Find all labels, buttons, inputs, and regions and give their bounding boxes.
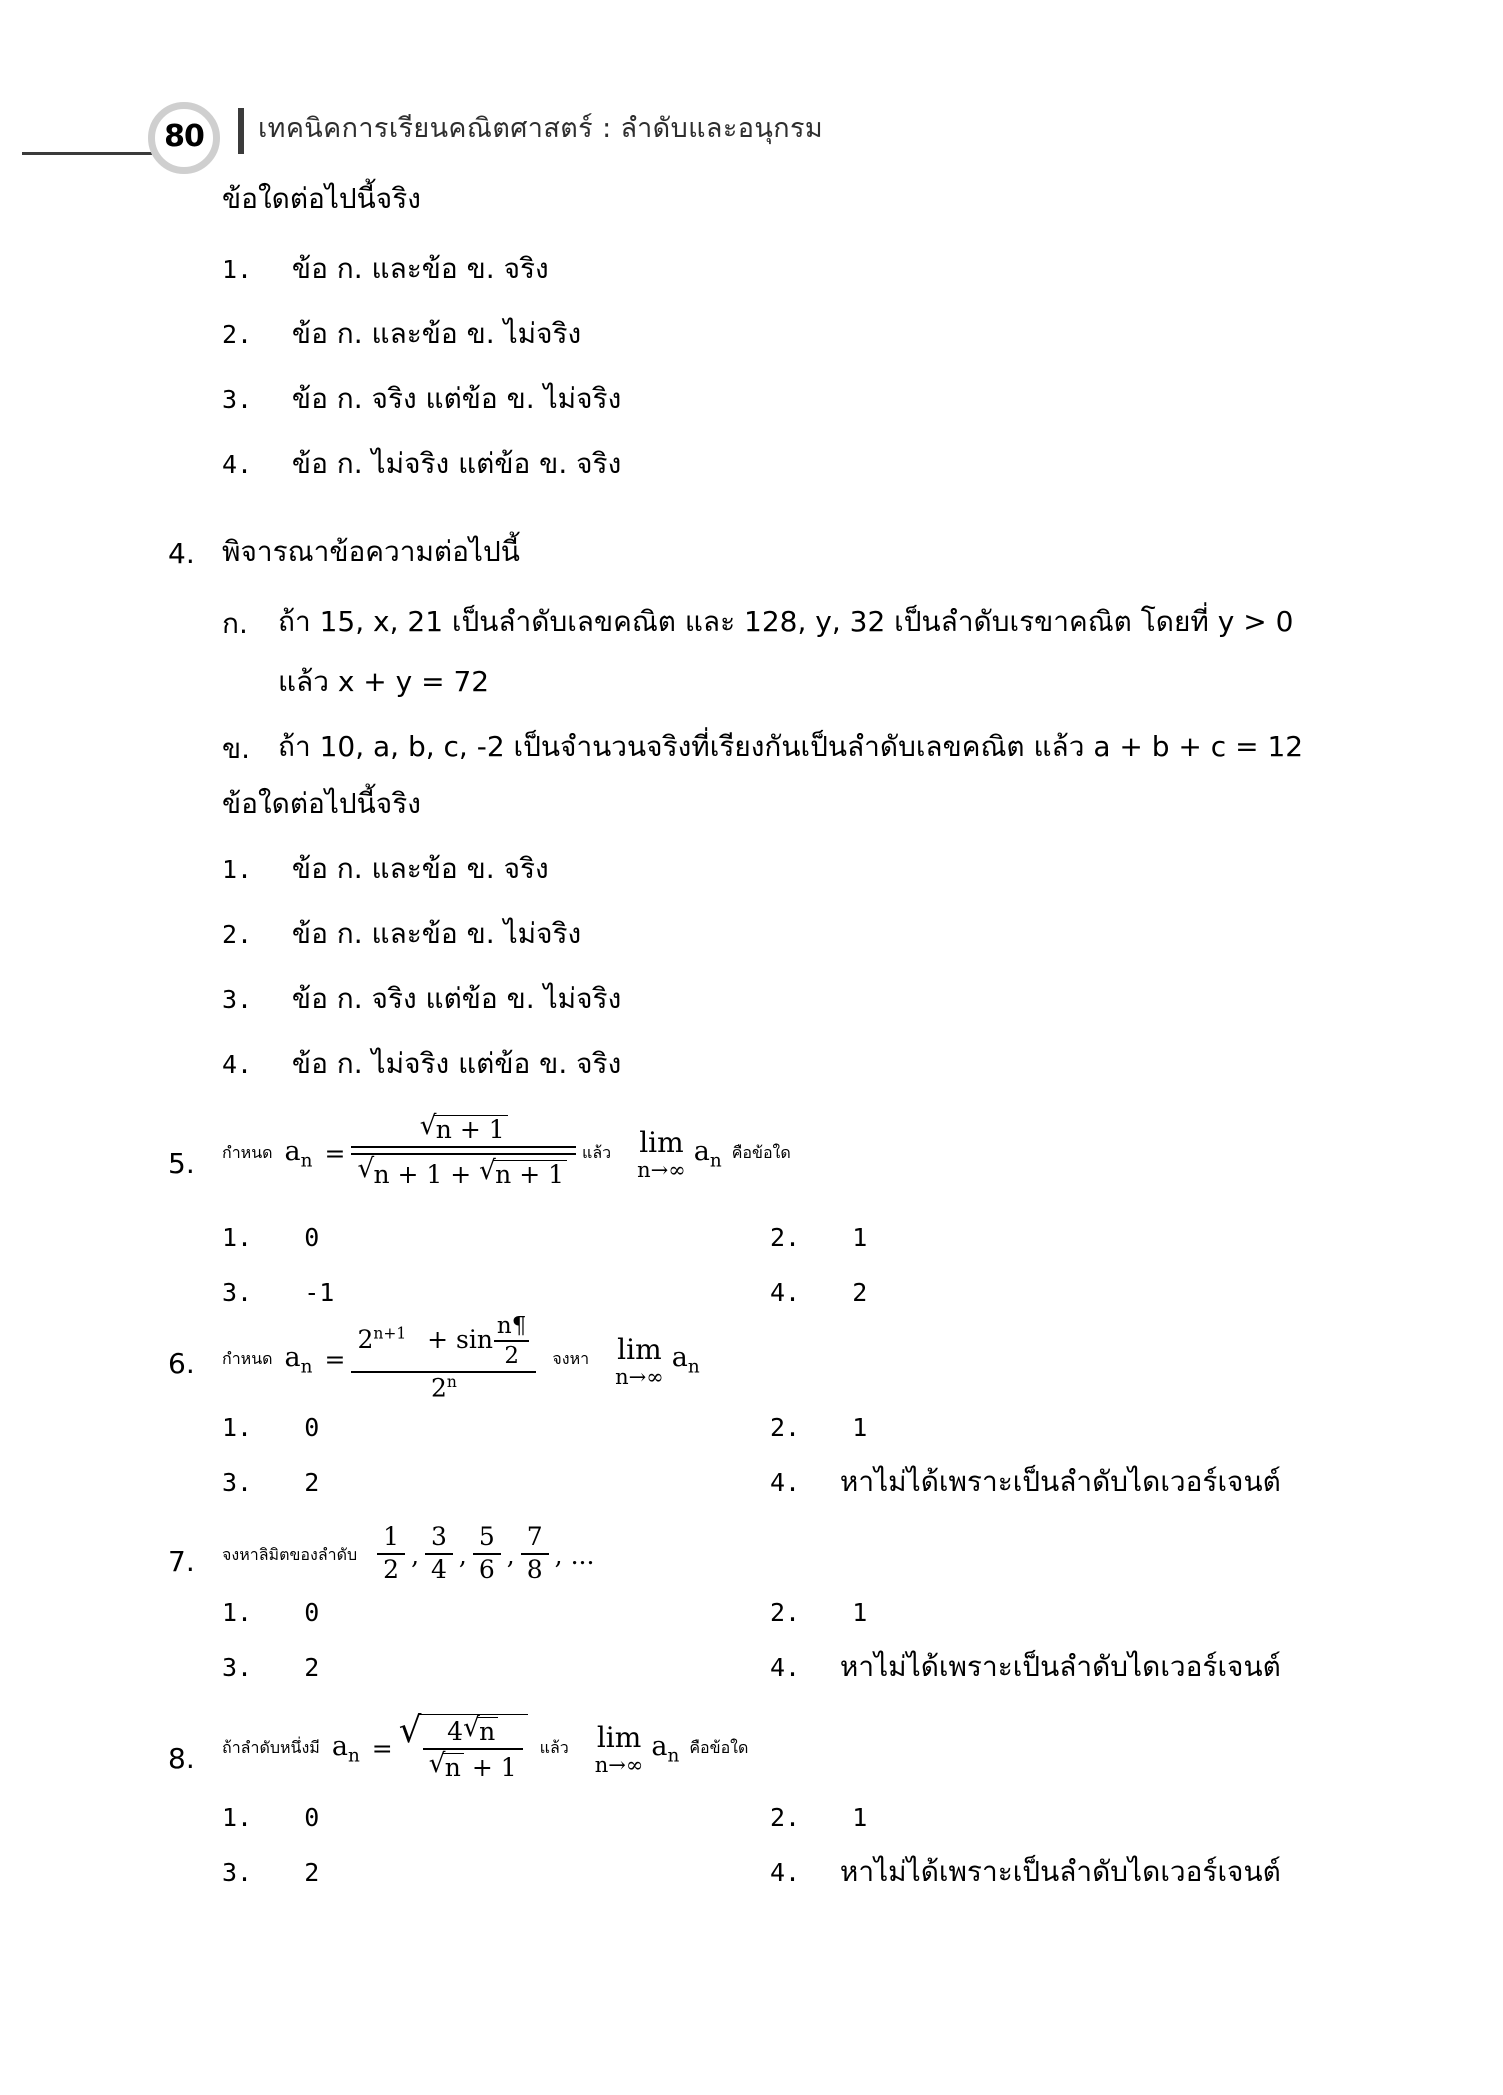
q7-option-4-number: 4. xyxy=(770,1653,801,1682)
q6-mid: จงหา xyxy=(552,1349,590,1369)
q7-option-3 xyxy=(222,1655,319,1680)
q5-sequence-symbol xyxy=(285,1136,313,1171)
q3-option-4-number: 4. xyxy=(222,450,253,479)
q8-num-coefficient: 4 xyxy=(447,1717,464,1746)
q4-item-a-line1: ถ้า 15, x, 21 เป็นลำดับเลขคณิต และ 128, y, 32 เป็นลำดับเรขาคณิต โดยที่ y > 0 xyxy=(278,605,1294,638)
q6-inner-numerator: n¶ xyxy=(496,1313,527,1339)
q7-comma-2: , xyxy=(458,1541,467,1571)
q8-statement xyxy=(222,1712,748,1785)
q5-limit xyxy=(637,1126,686,1183)
q6-option-1-text: 0 xyxy=(304,1413,320,1442)
q8-limit-term: $a_n$ xyxy=(651,1730,680,1766)
q3-option-3-number: 3. xyxy=(222,385,253,414)
q7-statement xyxy=(222,1522,595,1587)
q4-sub-prompt: ข้อใดต่อไปนี้จริง xyxy=(222,787,421,820)
q3-option-2-number: 2. xyxy=(222,320,253,349)
q7-term-3-denominator: 6 xyxy=(478,1554,495,1584)
q3-option-4 xyxy=(222,447,622,480)
q8-limit-subscript: n→∞ xyxy=(594,1753,644,1778)
q4-option-4-text: ข้อ ก. ไม่จริง แต่ข้อ ข. จริง xyxy=(291,1047,622,1080)
q5-option-4-text: 2 xyxy=(852,1278,868,1307)
q8-option-3 xyxy=(222,1860,319,1885)
q8-num-radicand: n xyxy=(477,1717,498,1747)
q8-fraction-numerator xyxy=(441,1715,504,1747)
q8-equals: = xyxy=(371,1733,393,1763)
header-rule-left xyxy=(22,152,152,155)
q4-option-3-text: ข้อ ก. จริง แต่ข้อ ข. ไม่จริง xyxy=(291,982,622,1015)
q5-den-left: n + 1 + xyxy=(373,1159,472,1189)
q5-fraction-numerator xyxy=(414,1113,514,1145)
q6-den-base: 2 xyxy=(430,1373,447,1403)
q7-option-4 xyxy=(770,1650,1281,1683)
q7-option-3-number: 3. xyxy=(222,1653,253,1682)
q7-option-2-number: 2. xyxy=(770,1598,801,1627)
q8-tail: คือข้อใด xyxy=(689,1737,749,1757)
q8-option-1-text: 0 xyxy=(304,1803,320,1832)
q6-option-3-text: 2 xyxy=(304,1468,320,1497)
q5-option-3-text: -1 xyxy=(304,1278,335,1307)
q5-option-3 xyxy=(222,1280,334,1305)
q4-option-3 xyxy=(222,982,622,1015)
q7-ellipsis: ... xyxy=(570,1541,595,1571)
q7-term-3 xyxy=(473,1523,501,1585)
q5-equals: = xyxy=(324,1138,346,1168)
q7-option-1 xyxy=(222,1600,319,1625)
q7-term-1-denominator: 2 xyxy=(383,1554,400,1584)
q8-option-4 xyxy=(770,1855,1281,1888)
q6-fraction xyxy=(351,1313,536,1403)
q6-option-3-number: 3. xyxy=(222,1468,253,1497)
q5-a-index: n xyxy=(300,1149,313,1171)
q7-term-4 xyxy=(521,1523,549,1585)
q6-lead: กำหนด xyxy=(222,1349,273,1369)
q6-limit-label: lim xyxy=(617,1332,662,1366)
q5-num-radicand: n + 1 xyxy=(434,1115,508,1145)
q5-option-2 xyxy=(770,1225,867,1250)
q7-lead: จงหาลิมิตของลำดับ xyxy=(222,1545,358,1565)
q6-fraction-numerator xyxy=(351,1313,536,1370)
q5-option-1 xyxy=(222,1225,319,1250)
q7-comma-4: , xyxy=(554,1541,563,1571)
q7-term-1-numerator: 1 xyxy=(383,1522,400,1551)
q5-option-4-number: 4. xyxy=(770,1278,801,1307)
q8-den-tail: + 1 xyxy=(471,1752,517,1782)
q5-limit-label: lim xyxy=(639,1126,684,1160)
q3-option-2 xyxy=(222,317,582,350)
q8-option-2-text: 1 xyxy=(852,1803,868,1832)
q3-option-1-number: 1. xyxy=(222,255,253,284)
q5-fraction-denominator xyxy=(351,1156,576,1190)
q6-statement xyxy=(222,1315,700,1405)
q6-num-exp: n+1 xyxy=(373,1324,407,1343)
q5-option-2-text: 1 xyxy=(852,1223,868,1252)
q6-limit xyxy=(615,1332,664,1390)
q5-statement xyxy=(222,1115,791,1192)
q7-number: 7. xyxy=(168,1545,195,1578)
q6-option-1-number: 1. xyxy=(222,1413,253,1442)
q7-term-4-denominator: 8 xyxy=(526,1554,543,1584)
q5-option-1-number: 1. xyxy=(222,1223,253,1252)
q5-fraction-bar xyxy=(351,1146,576,1155)
q4-option-1-text: ข้อ ก. และข้อ ข. จริง xyxy=(291,852,549,885)
q7-option-2-text: 1 xyxy=(852,1598,868,1627)
q8-option-3-text: 2 xyxy=(304,1858,320,1887)
q5-option-2-number: 2. xyxy=(770,1223,801,1252)
q8-option-1-number: 1. xyxy=(222,1803,253,1832)
q5-option-4 xyxy=(770,1280,867,1305)
q7-comma-1: , xyxy=(411,1541,420,1571)
q6-number: 6. xyxy=(168,1347,195,1380)
q6-fraction-denominator xyxy=(425,1374,463,1403)
q8-fraction-denominator xyxy=(423,1751,523,1783)
q6-option-2-text: 1 xyxy=(852,1413,868,1442)
q6-option-2-number: 2. xyxy=(770,1413,801,1442)
q4-item-a-line2: แล้ว x + y = 72 xyxy=(278,665,490,698)
q8-fraction xyxy=(423,1715,523,1783)
q4-option-4 xyxy=(222,1047,622,1080)
q7-term-2 xyxy=(425,1523,453,1585)
q4-item-b-label: ข. xyxy=(222,732,251,765)
q4-option-2-text: ข้อ ก. และข้อ ข. ไม่จริง xyxy=(291,917,582,950)
q4-option-2 xyxy=(222,917,582,950)
q6-option-1 xyxy=(222,1415,319,1440)
q6-sequence-symbol: $a_n$ xyxy=(284,1342,313,1378)
q7-term-1 xyxy=(377,1523,405,1585)
q8-den-radicand: n xyxy=(443,1753,464,1783)
q4-prompt: พิจารณาข้อความต่อไปนี้ xyxy=(222,535,520,568)
q3-tail-prompt: ข้อใดต่อไปนี้จริง xyxy=(222,182,421,215)
q6-limit-term: $a_n$ xyxy=(671,1342,700,1378)
q5-number: 5. xyxy=(168,1147,195,1180)
page-number-badge xyxy=(148,102,220,174)
q6-num-plus-sin: + sin xyxy=(427,1324,493,1354)
q4-item-b-line1: ถ้า 10, a, b, c, -2 เป็นจำนวนจริงที่เรียงกันเป็นลำดับเลขคณิต แล้ว a + b + c = 12 xyxy=(278,730,1304,763)
q6-option-3 xyxy=(222,1470,319,1495)
q4-option-3-number: 3. xyxy=(222,985,253,1014)
header-divider-bar xyxy=(238,108,244,154)
q3-option-1 xyxy=(222,252,549,285)
q3-option-4-text: ข้อ ก. ไม่จริง แต่ข้อ ข. จริง xyxy=(291,447,622,480)
q5-lead: กำหนด xyxy=(222,1142,273,1162)
q5-mid: แล้ว xyxy=(582,1142,612,1162)
q5-option-1-text: 0 xyxy=(304,1223,320,1252)
q7-option-3-text: 2 xyxy=(304,1653,320,1682)
q6-option-4 xyxy=(770,1465,1281,1498)
q6-equals: = xyxy=(324,1345,346,1375)
q8-option-3-number: 3. xyxy=(222,1858,253,1887)
q8-option-2-number: 2. xyxy=(770,1803,801,1832)
header-title: เทคนิคการเรียนคณิตศาสตร์ : ลำดับและอนุกรม xyxy=(258,113,824,144)
q4-option-1-number: 1. xyxy=(222,855,253,884)
q7-comma-3: , xyxy=(506,1541,515,1571)
q7-term-3-numerator: 5 xyxy=(478,1522,495,1551)
q4-option-2-number: 2. xyxy=(222,920,253,949)
q7-option-1-text: 0 xyxy=(304,1598,320,1627)
q6-den-exp: n xyxy=(446,1372,457,1391)
q6-inner-bar xyxy=(494,1340,529,1342)
q6-option-4-text: หาไม่ได้เพราะเป็นลำดับไดเวอร์เจนต์ xyxy=(839,1465,1281,1498)
q7-term-4-numerator: 7 xyxy=(526,1522,543,1551)
q3-option-2-text: ข้อ ก. และข้อ ข. ไม่จริง xyxy=(291,317,582,350)
q8-option-1 xyxy=(222,1805,319,1830)
q8-option-4-text: หาไม่ได้เพราะเป็นลำดับไดเวอร์เจนต์ xyxy=(839,1855,1281,1888)
q7-option-1-number: 1. xyxy=(222,1598,253,1627)
q8-outer-sqrt xyxy=(399,1712,528,1785)
q3-option-1-text: ข้อ ก. และข้อ ข. จริง xyxy=(291,252,549,285)
q7-term-2-numerator: 3 xyxy=(431,1522,447,1551)
q8-mid: แล้ว xyxy=(539,1737,569,1757)
q8-number: 8. xyxy=(168,1742,195,1775)
q6-option-2 xyxy=(770,1415,867,1440)
page-number: 80 xyxy=(164,119,204,154)
q4-item-a-label: ก. xyxy=(222,607,248,640)
q6-num-base: 2 xyxy=(357,1324,374,1354)
q4-number: 4. xyxy=(168,537,195,570)
q8-option-2 xyxy=(770,1805,867,1830)
q4-option-4-number: 4. xyxy=(222,1050,253,1079)
q8-limit xyxy=(594,1721,644,1778)
q7-option-4-text: หาไม่ได้เพราะเป็นลำดับไดเวอร์เจนต์ xyxy=(839,1650,1281,1683)
q5-a-letter: a xyxy=(284,1135,301,1167)
q5-limit-term: $a_n$ xyxy=(693,1135,722,1171)
q8-limit-label: lim xyxy=(596,1721,642,1755)
q6-limit-subscript: n→∞ xyxy=(615,1364,664,1389)
q7-term-2-denominator: 4 xyxy=(431,1554,447,1584)
q6-inner-denominator: 2 xyxy=(504,1343,519,1370)
q8-lead: ถ้าลำดับหนึ่งมี xyxy=(222,1737,320,1757)
q5-limit-subscript: n→∞ xyxy=(637,1158,686,1183)
q5-option-3-number: 3. xyxy=(222,1278,253,1307)
q3-option-3-text: ข้อ ก. จริง แต่ข้อ ข. ไม่จริง xyxy=(291,382,622,415)
q5-fraction xyxy=(351,1113,576,1190)
q7-option-2 xyxy=(770,1600,867,1625)
q6-option-4-number: 4. xyxy=(770,1468,801,1497)
q8-option-4-number: 4. xyxy=(770,1858,801,1887)
q3-option-3 xyxy=(222,382,622,415)
q5-tail: คือข้อใด xyxy=(731,1142,791,1162)
q5-den-right: n + 1 xyxy=(493,1160,567,1190)
q4-option-1 xyxy=(222,852,549,885)
q8-sequence-symbol: $a_n$ xyxy=(331,1730,360,1766)
page-header xyxy=(0,96,1503,186)
